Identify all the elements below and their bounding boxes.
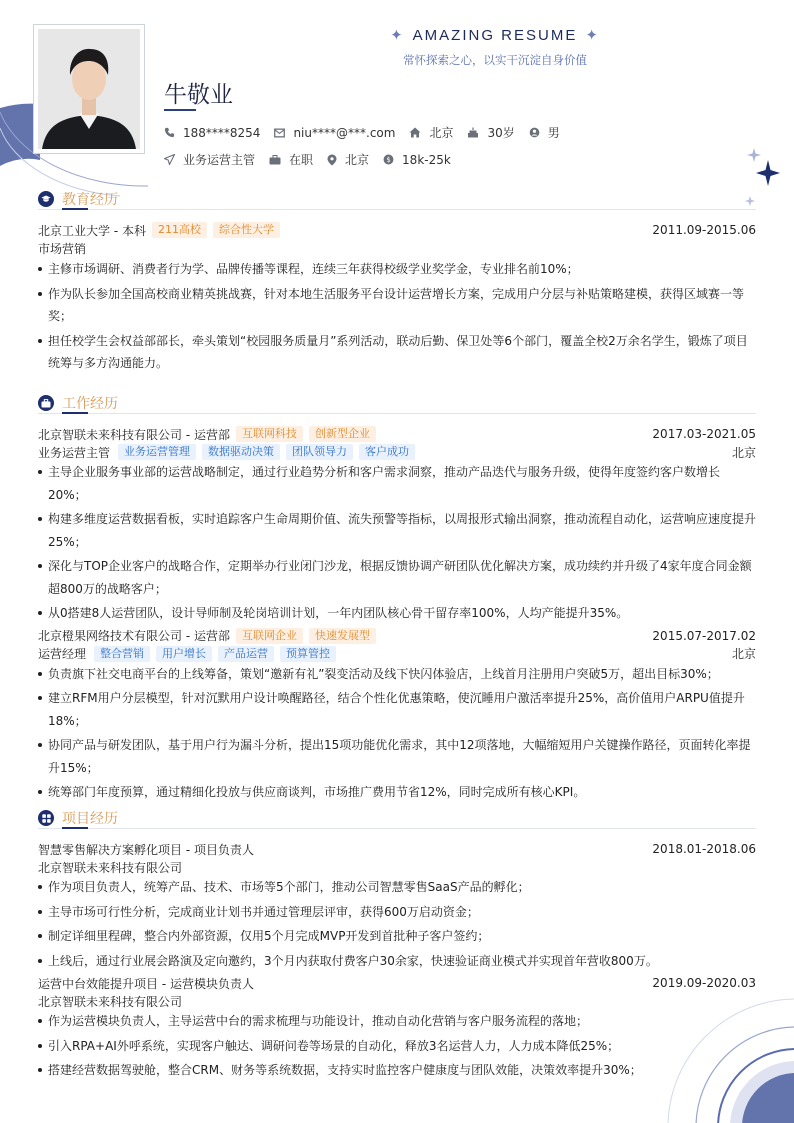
list-item: 从0搭建8人运营团队，设计导师制及轮岗培训计划，一年内团队核心骨干留存率100%，人均产能提升35%。 (38, 602, 756, 625)
user-icon (529, 127, 540, 138)
job-city: 北京 (731, 445, 756, 460)
status-item (269, 151, 313, 168)
list-item: 主导市场可行性分析，完成商业计划书并通过管理层评审，获得600万启动资金； (38, 901, 756, 924)
projects-section (38, 807, 756, 1084)
skill-tag: 客户成功 (359, 444, 415, 460)
list-item: 协同产品与研发团队，基于用户行为漏斗分析，提出15项功能优化需求，其中12项落地，大幅缩短用户关键操作路径，页面转化率提升15%； (38, 734, 756, 779)
education-major-row (38, 239, 756, 257)
job-date: 2015.07-2017.02 (652, 628, 756, 643)
birthday-cake-icon (467, 127, 479, 138)
home-icon (409, 127, 421, 138)
list-item: 担任校学生会权益部部长，牵头策划“校园服务质量月”系列活动，联动后勤、保卫处等6个部门，覆盖全校2万余名学生，锻炼了项目统筹与多方沟通能力。 (38, 330, 756, 375)
project-name-row (38, 974, 756, 992)
section-divider (38, 828, 756, 829)
skill-tag: 用户增长 (156, 646, 212, 662)
job-intent-row (164, 151, 465, 168)
profile-photo (33, 24, 145, 154)
company-name: 北京智联未来科技有限公司 - 运营部 (38, 427, 230, 442)
skill-tag: 整合营销 (94, 646, 150, 662)
list-item: 负责旗下社交电商平台的上线筹备，策划“邀新有礼”裂变活动及线下快闪体验店，上线首月注册用户突破5万，超出目标30%； (38, 663, 756, 686)
job-bullets (38, 461, 756, 625)
section-divider-accent (62, 412, 88, 414)
job-role-row (38, 645, 756, 663)
job-date: 2017.03-2021.05 (652, 427, 756, 441)
avatar (38, 29, 140, 149)
project-date: 2019.09-2020.03 (652, 976, 756, 990)
gender-text: 男 (547, 126, 560, 140)
project-org: 北京智联未来科技有限公司 (38, 994, 183, 1009)
skill-tag: 业务运营管理 (118, 444, 196, 460)
project-entry (38, 840, 756, 972)
briefcase-icon (38, 395, 54, 411)
major: 市场营销 (38, 241, 87, 256)
section-divider-accent (62, 827, 88, 829)
name-underline (164, 109, 196, 111)
svg-text:$: $ (386, 155, 391, 164)
project-org-row (38, 992, 756, 1010)
email-icon (274, 128, 285, 138)
section-divider-accent (62, 208, 88, 210)
project-org: 北京智联未来科技有限公司 (38, 860, 183, 875)
hometown-item (409, 124, 453, 141)
company-tag: 快速发展型 (309, 628, 376, 644)
list-item: 主导企业服务事业部的运营战略制定，通过行业趋势分析和客户需求洞察，推动产品迭代与服务升级，使得年度签约客户数增长20%； (38, 461, 756, 506)
target-position-text: 业务运营主管 (183, 153, 256, 167)
list-item: 构建多维度运营数据看板，实时追踪客户生命周期价值、流失预警等指标，以周报形式输出洞察，推动流程自动化，运营响应速度提升25%； (38, 508, 756, 553)
project-entry (38, 974, 756, 1082)
banner-subtitle: 常怀探索之心，以实干沉淀自身价值 (403, 53, 587, 67)
work-title: 工作经历 (62, 396, 118, 412)
graduation-cap-icon (38, 191, 54, 207)
project-name: 智慧零售解决方案孵化项目 - 项目负责人 (38, 842, 254, 857)
project-name: 运营中台效能提升项目 - 运营模块负责人 (38, 976, 254, 991)
project-bullets (38, 1010, 756, 1082)
work-section (38, 392, 756, 806)
skill-tag: 产品运营 (218, 646, 274, 662)
list-item: 制定详细里程碑，整合内外部资源，仅用5个月完成MVP开发到首批种子客户签约； (38, 925, 756, 948)
project-bullets (38, 876, 756, 972)
job-company-row (38, 425, 756, 443)
list-item: 主修市场调研、消费者行为学、品牌传播等课程，连续三年获得校级学业奖学金，专业排名前10%； (38, 258, 756, 281)
school-name: 北京工业大学 - 本科 (38, 223, 146, 238)
education-header (38, 188, 756, 210)
send-icon (164, 154, 175, 165)
education-school-row (38, 221, 756, 239)
section-divider (38, 413, 756, 414)
company-tag: 创新型企业 (309, 426, 376, 442)
job-city: 北京 (731, 647, 756, 661)
projects-header (38, 807, 756, 829)
phone-text: 188****8254 (183, 125, 261, 140)
project-org-row (38, 858, 756, 876)
email-text: niu****@***.com (293, 125, 396, 140)
education-date: 2011.09-2015.06 (652, 223, 756, 237)
hometown-text: 北京 (429, 126, 454, 140)
target-position-item (164, 151, 255, 168)
job-role: 业务运营主管 (38, 445, 111, 460)
education-bullets (38, 258, 756, 375)
phone-icon (164, 127, 175, 138)
gender-item (529, 124, 560, 141)
phone-item (164, 126, 260, 140)
list-item: 搭建经营数据驾驶舱，整合CRM、财务等系统数据，支持实时监控客户健康度与团队效能，决策效率提升30%； (38, 1059, 756, 1082)
school-tag: 211高校 (152, 222, 207, 238)
list-item: 作为队长参加全国高校商业精英挑战赛，针对本地生活服务平台设计运营增长方案，完成用户分层与补贴策略建模，获得区域赛一等奖； (38, 283, 756, 328)
list-item: 上线后，通过行业展会路演及定向邀约，3个月内获取付费客户30余家，快速验证商业模式并实现首年营收800万。 (38, 950, 756, 973)
list-item: 统筹部门年度预算，通过精细化投放与供应商谈判，市场推广费用节省12%，同时完成所有核心KPI。 (38, 781, 756, 804)
job-entry (38, 425, 756, 625)
project-name-row (38, 840, 756, 858)
company-name: 北京橙果网络技术有限公司 - 运营部 (38, 629, 230, 643)
salary-text: 18k-25k (402, 152, 451, 167)
candidate-name: 牛敬业 (164, 82, 233, 108)
project-date: 2018.01-2018.06 (652, 842, 756, 856)
job-company-row (38, 627, 756, 645)
person-portrait-icon (38, 29, 140, 149)
age-text: 30岁 (487, 126, 515, 140)
age-item (467, 124, 514, 141)
list-item: 深化与TOP企业客户的战略合作，定期举办行业闭门沙龙，根据反馈协调产研团队优化解决方案，成功续约并升级了4家年度合同金额超800万的战略客户； (38, 555, 756, 600)
skill-tag: 预算管控 (280, 646, 336, 662)
briefcase-icon (269, 155, 281, 165)
education-section (38, 188, 756, 377)
work-header (38, 392, 756, 414)
location-pin-icon (327, 154, 337, 166)
sparkle-icon: ✦ (585, 27, 600, 44)
grid-icon (38, 810, 54, 826)
school-tag: 综合性大学 (213, 222, 280, 238)
money-icon (383, 154, 394, 165)
sparkle-icon: ✦ (390, 27, 405, 44)
list-item: 建立RFM用户分层模型，针对沉默用户设计唤醒路径，结合个性化优惠策略，使沉睡用户激活率提升25%，高价值用户ARPU值提升18%； (38, 687, 756, 732)
education-entry (38, 221, 756, 375)
job-role-row (38, 443, 756, 461)
banner-title (330, 26, 660, 44)
job-role: 运营经理 (38, 647, 87, 661)
resume-banner (330, 26, 660, 68)
company-tag: 互联网企业 (236, 628, 303, 644)
target-city-item (327, 151, 369, 168)
skill-tag: 数据驱动决策 (202, 444, 280, 460)
job-entry (38, 627, 756, 804)
job-bullets (38, 663, 756, 804)
email-item (274, 126, 395, 140)
list-item: 引入RPA+AI外呼系统，实现客户触达、调研问卷等场景的自动化，释放3名运营人力，人力成本降低25%； (38, 1035, 756, 1058)
target-city-text: 北京 (345, 153, 370, 167)
contact-info-row (164, 124, 574, 141)
projects-title: 项目经历 (62, 811, 118, 827)
status-text: 在职 (289, 153, 314, 167)
list-item: 作为项目负责人，统筹产品、技术、市场等5个部门，推动公司智慧零售SaaS产品的孵化； (38, 876, 756, 899)
salary-item (383, 153, 451, 167)
section-divider (38, 209, 756, 210)
company-tag: 互联网科技 (236, 426, 303, 442)
skill-tag: 团队领导力 (286, 444, 353, 460)
list-item: 作为运营模块负责人，主导运营中台的需求梳理与功能设计，推动自动化营销与客户服务流程的落地； (38, 1010, 756, 1033)
banner-title-text: AMAZING RESUME (412, 27, 578, 44)
education-title: 教育经历 (62, 192, 118, 208)
